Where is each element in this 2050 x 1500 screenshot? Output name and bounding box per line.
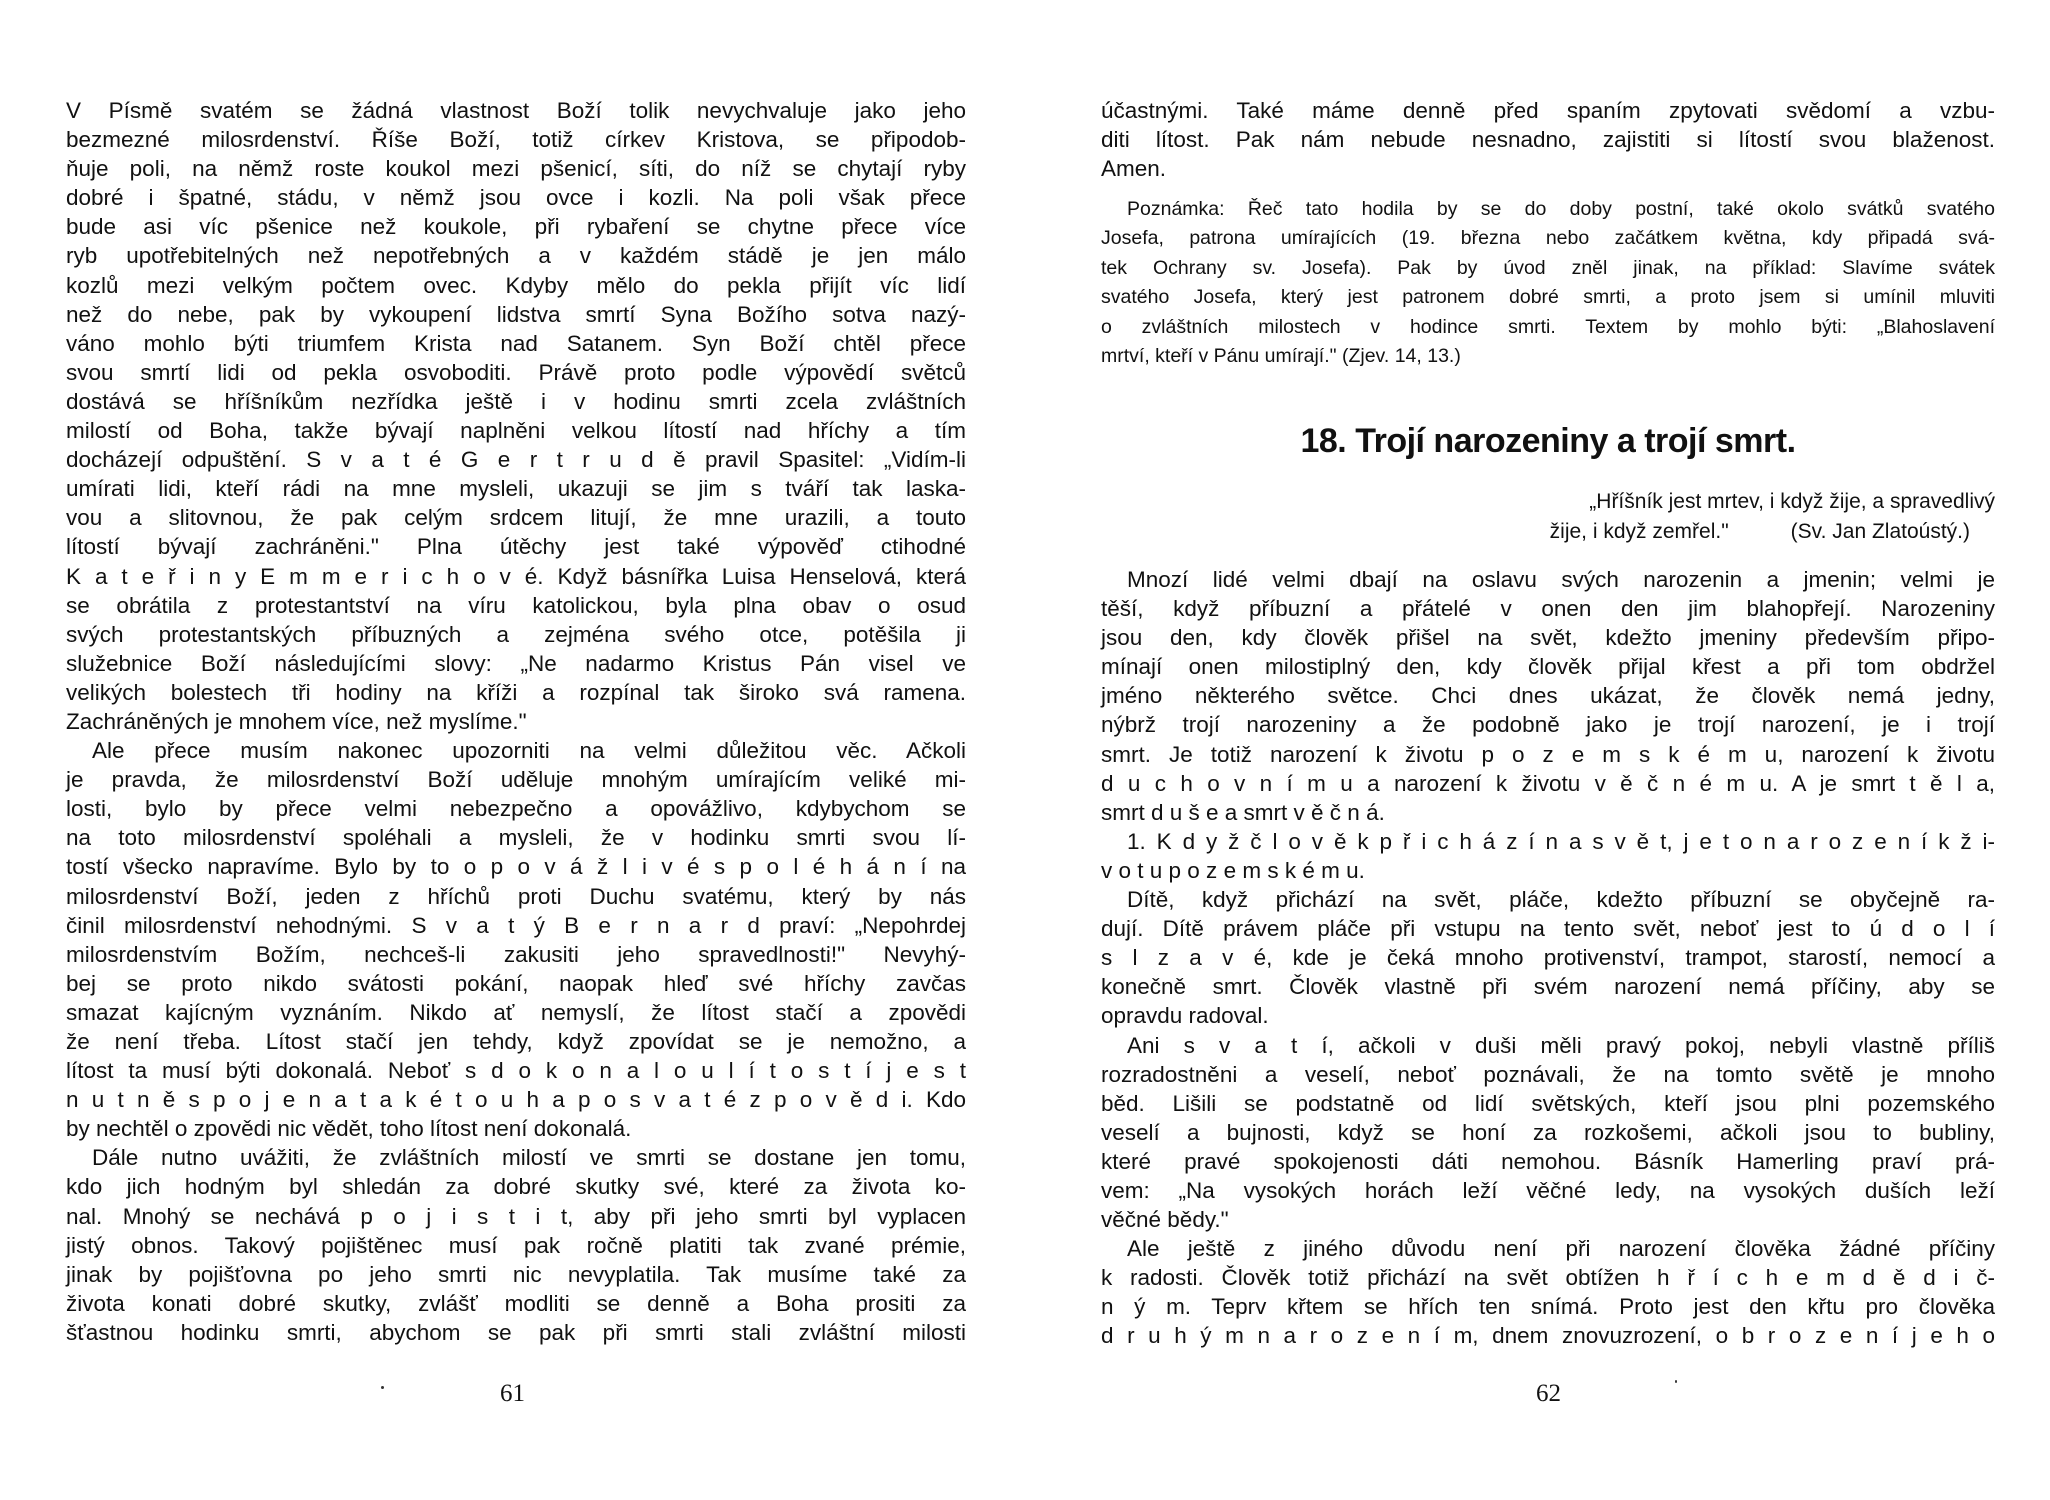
text-line: by nechtěl o zpovědi nic vědět, toho lítost není dokonalá. <box>66 1116 632 1142</box>
text-line: n ý m. Teprv křtem se hřích ten snímá. Proto jest den křtu pro člověka <box>1101 1294 1995 1320</box>
text-line: Ale přece musím nakonec upozorniti na velmi důležitou věc. Ačkoli <box>92 738 966 764</box>
text-line: Dále nutno uvážiti, že zvláštních milostí ve smrti se dostane jen tomu, <box>92 1145 966 1171</box>
text-line: milosrdenstvím Božím, nechceš-li zakusiti jeho spravedlnosti!" Nevyhý- <box>66 941 966 967</box>
right-page-continuation <box>1101 96 1995 183</box>
text-line: milostí od Boha, takže bývají naplněni velkou lítostí nad hříchy a tím <box>66 418 966 444</box>
text-line: s l z a v é, kde je čeká mnoho protivenství, trampot, starostí, nemocí a <box>1101 945 1995 971</box>
text-line: ryb upotřebitelných než nepotřebných a v každém stádě je jen málo <box>66 243 966 269</box>
text-line: Amen. <box>1101 156 1167 182</box>
text-line: šťastnou hodinku smrti, abychom se pak při smrti stali zvláštní milosti <box>66 1319 966 1345</box>
text-line: nýbrž trojí narozeniny a že podobně jako je trojí narození, je i trojí <box>1101 712 1995 738</box>
chapter-heading: 18. Trojí narozeniny a trojí smrt. <box>1300 422 1796 460</box>
text-line: Ale ještě z jiného důvodu není při narození člověka žádné příčiny <box>1127 1236 1995 1262</box>
text-line: d r u h ý m n a r o z e n í m, dnem znovuzrození, o b r o z e n í j e h o <box>1101 1323 1995 1349</box>
text-line: milosrdenství Boží, jeden z hříchů proti Duchu svatému, který by nás <box>66 883 966 909</box>
text-line: než do nebe, pak by vykoupení lidstva smrtí Syna Božího sotva nazý- <box>66 301 966 327</box>
text-line: V Písmě svatém se žádná vlastnost Boží tolik nevychvaluje jako jeho <box>66 98 966 123</box>
text-line: diti lítost. Pak nám nebude nesnadno, zajistiti si lítostí svou blaženost. <box>1101 127 1995 153</box>
text-line: smrt d u š e a smrt v ě č n á. <box>1101 799 1385 825</box>
text-line: mínají onen milostiplný den, kdy člověk přijal křest a při tom obdržel <box>1101 654 1995 680</box>
text-line: opravdu radoval. <box>1101 1003 1269 1029</box>
text-line: na toto milosrdenství spoléhali a mysleli, že v hodinku smrti svou lí- <box>66 825 966 851</box>
text-line: velikých bolestech tři hodiny na kříži a rozpínal tak široko svá ramena. <box>66 679 966 705</box>
print-speck <box>1675 1380 1677 1383</box>
text-line: losti, bylo by přece velmi nebezpečno a opovážlivo, kdybychom se <box>66 796 966 822</box>
text-line: ňuje poli, na němž roste koukol mezi pšenicí, síti, do níž se chytají ryby <box>66 156 966 182</box>
text-line: tek Ochrany sv. Josefa). Pak by úvod zněl jinak, na příklad: Slavíme svátek <box>1101 256 1995 279</box>
left-page-text <box>66 96 966 1347</box>
text-line: jméno některého světce. Chci dnes ukázat, že člověk nemá jedny, <box>1101 683 1995 709</box>
text-line: bezmezné milosrdenství. Říše Boží, totiž církev Kristova, se připodob- <box>66 127 966 153</box>
text-line: dostává se hříšníkům nezřídka ještě i v hodinu smrti zcela zvláštních <box>66 388 966 414</box>
text-line: Dítě, když přichází na svět, pláče, kdežto příbuzní se obyčejně ra- <box>1127 887 1995 913</box>
text-line: je pravda, že milosrdenství Boží uděluje mnohým umírajícím veliké mi- <box>66 767 966 793</box>
text-line: váno mohlo býti triumfem Krista nad Satanem. Syn Boží chtěl přece <box>66 330 966 356</box>
text-line: lítostí bývají zachráněni." Plna útěchy jest také výpověď ctihodné <box>66 534 966 560</box>
text-line: k radosti. Člověk totiž přichází na svět obtížen h ř í c h e m d ě d i č- <box>1101 1265 1995 1291</box>
text-line: kdo jich hodným byl shledán za dobré skutky své, které za života ko- <box>66 1174 966 1200</box>
text-line: běd. Lišili se podstatně od lidí světských, kteří jsou plni pozemského <box>1101 1090 1995 1116</box>
page-number-right: 62 <box>1536 1380 1561 1407</box>
footnote-remark <box>1101 195 1995 371</box>
text-line: jinak by pojišťovna po jeho smrti nic nevyplatila. Tak musíme také za <box>66 1261 966 1287</box>
text-line: vem: „Na vysokých horách leží věčné ledy, na vysokých duších leží <box>1101 1177 1995 1203</box>
text-line: jistý obnos. Takový pojištěnec musí pak ročně platiti tak zvané prémie, <box>66 1232 966 1258</box>
text-line: bej se proto nikdo svátosti pokání, naopak hleď své hříchy zavčas <box>66 970 966 996</box>
text-line: účastnými. Také máme denně před spaním zpytovati svědomí a vzbu- <box>1101 98 1995 123</box>
text-line: Josefa, patrona umírajících (19. března nebo začátkem května, kdy připadá svá- <box>1101 227 1995 250</box>
text-line: dují. Dítě právem pláče při vstupu na tento svět, neboť jest to ú d o l í <box>1101 916 1995 942</box>
text-line: Zachráněných je mnohem více, než myslíme." <box>66 708 527 734</box>
text-line: umírati lidi, kteří rádi na mne mysleli, ukazuji se jim s tváří tak laska- <box>66 476 966 502</box>
epigraph-source: (Sv. Jan Zlatoústý.) <box>1790 520 1970 543</box>
text-line: bude asi víc pšenice než koukole, při rybaření se chytne přece více <box>66 214 966 240</box>
text-line: Ani s v a t í, ačkoli v duši měli pravý pokoj, nebyli vlastně příliš <box>1127 1032 1995 1058</box>
text-line: veselí a bujnosti, když se honí za rozkošemi, ačkoli jsou to bubliny, <box>1101 1119 1995 1145</box>
text-line: svatého Josefa, který jest patronem dobré smrti, a proto jsem si umínil mluviti <box>1101 286 1995 309</box>
text-line: mrtví, kteří v Pánu umírají." (Zjev. 14, 13.) <box>1101 344 1461 367</box>
page-number-left: 61 <box>500 1380 525 1407</box>
text-line: o zvláštních milostech v hodince smrti. Textem by mohlo býti: „Blahoslavení <box>1101 315 1995 338</box>
text-line: činil milosrdenství nehodnými. S v a t ý B e r n a r d praví: „Nepohrdej <box>66 912 966 938</box>
text-line: jsou den, kdy člověk přišel na svět, kdežto jmeniny především připo- <box>1101 625 1995 651</box>
epigraph-line <box>1550 517 1970 547</box>
text-line: věčné bědy." <box>1101 1207 1229 1233</box>
text-line: dobré i špatné, stádu, v němž jsou ovce i kozli. Na poli však přece <box>66 185 966 211</box>
text-line: svou smrtí lidi od pekla osvoboditi. Právě proto podle výpovědí světců <box>66 359 966 385</box>
text-line: které pravé spokojenosti dáti nemohou. Básník Hamerling praví prá- <box>1101 1148 1995 1174</box>
text-line: tostí všecko napravíme. Bylo by to o p o v á ž l i v é s p o l é h á n í na <box>66 854 966 880</box>
text-line: nal. Mnohý se nechává p o j i s t i t, aby při jeho smrti byl vyplacen <box>66 1203 966 1229</box>
text-line: služebnice Boží následujícími slovy: „Ne nadarmo Kristus Pán visel ve <box>66 650 966 676</box>
text-line: konečně smrt. Člověk vlastně při svém narození nemá příčiny, aby se <box>1101 974 1995 1000</box>
text-line: 1. K d y ž č l o v ě k p ř i c h á z í n a s v ě t, j e t o n a r o z e n í k ž i- <box>1127 828 1995 854</box>
text-line: K a t e ř i n y E m m e r i c h o v é. Když básnířka Luisa Henselová, která <box>66 563 966 589</box>
text-line: vou a slitovnou, že pak celým srdcem litují, že mne urazili, a touto <box>66 505 966 531</box>
chapter-body <box>1101 565 1995 1351</box>
text-line: smrt. Je totiž narození k životu p o z e m s k é m u, narození k životu <box>1101 741 1995 767</box>
text-line: Mnozí lidé velmi dbají na oslavu svých narozenin a jmenin; velmi je <box>1127 567 1995 592</box>
epigraph-text: žije, i když zemřel." <box>1549 520 1729 543</box>
text-line: lítost ta musí býti dokonalá. Neboť s d o k o n a l o u l í t o s t í j e s t <box>66 1058 966 1084</box>
text-line: docházejí odpuštění. S v a t é G e r t r u d ě pravil Spasitel: „Vidím-li <box>66 447 966 473</box>
text-line: n u t n ě s p o j e n a t a k é t o u h a p o s v a t é z p o v ě d i. Kdo <box>66 1087 966 1113</box>
text-line: smazat kajícným vyznáním. Nikdo ať nemyslí, že lítost stačí a zpovědi <box>66 999 966 1025</box>
text-line: d u c h o v n í m u a narození k životu v ě č n é m u. A je smrt t ě l a, <box>1101 770 1995 796</box>
epigraph-line: „Hříšník jest mrtev, i když žije, a spravedlivý <box>1589 490 1995 513</box>
text-line: svých protestantských příbuzných a zejména svého otce, potěšila ji <box>66 621 966 647</box>
text-line: se obrátila z protestantství na víru katolickou, byla plna obav o osud <box>66 592 966 618</box>
text-line: že není třeba. Lítost stačí jen tehdy, když zpovídat se je nemožno, a <box>66 1029 966 1054</box>
text-line: v o t u p o z e m s k é m u. <box>1101 857 1365 883</box>
text-line: těší, když příbuzní a přátelé v onen den jim blahopřejí. Narozeniny <box>1101 596 1995 622</box>
text-line: rozradostněni a veselí, neboť poznávali, že na tomto světě je mnoho <box>1101 1061 1995 1087</box>
text-line: života konati dobré skutky, zvlášť modliti se denně a Boha prositi za <box>66 1290 966 1316</box>
text-line: Poznámka: Řeč tato hodila by se do doby postní, také okolo svátků svatého <box>1127 198 1995 220</box>
print-speck <box>381 1386 384 1389</box>
text-line: kozlů mezi velkým počtem ovec. Kdyby mělo do pekla přijít víc lidí <box>66 272 966 298</box>
